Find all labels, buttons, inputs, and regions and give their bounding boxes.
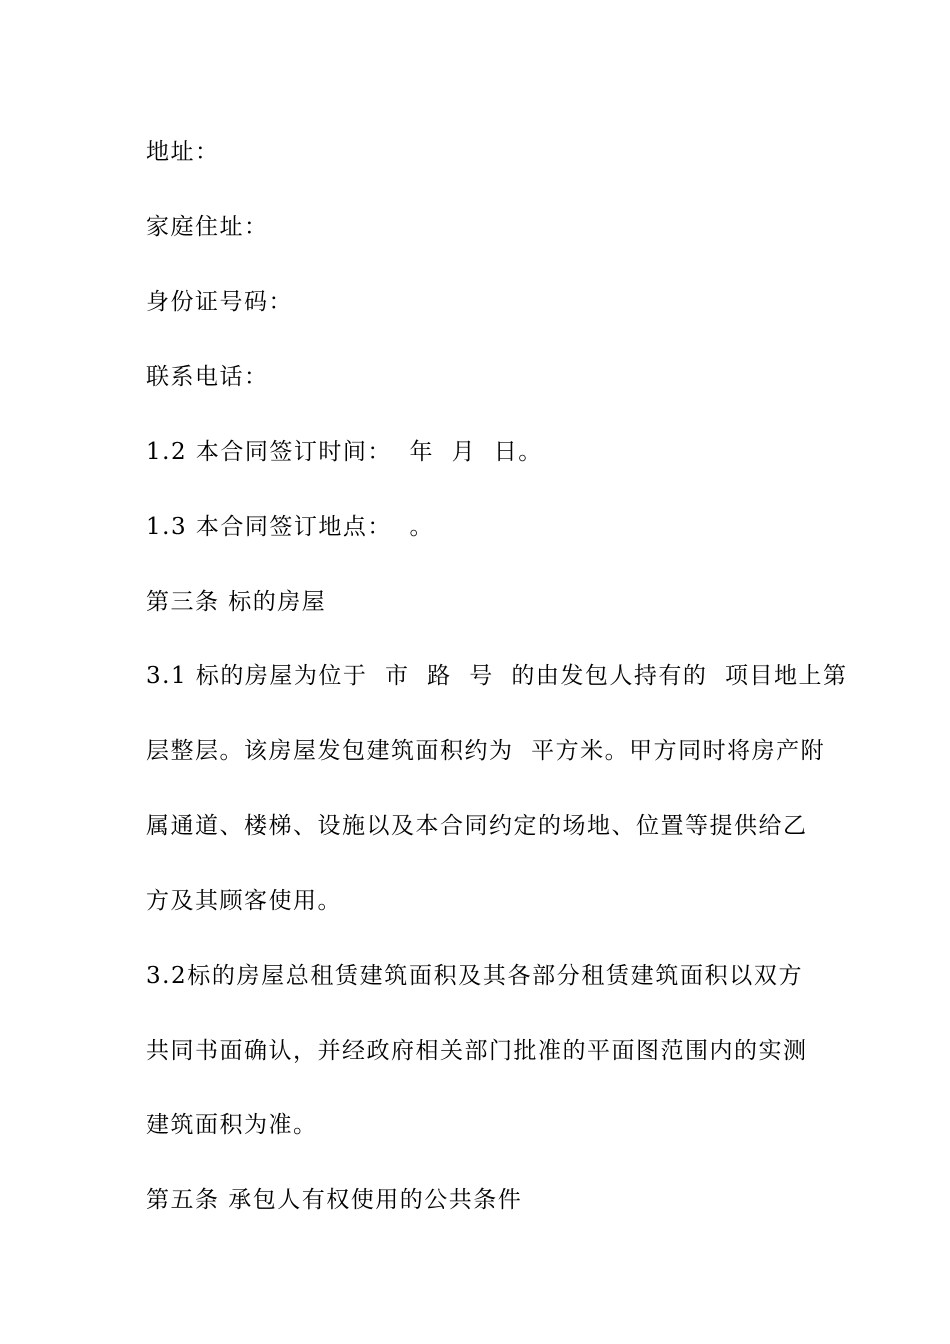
clause-3-1-line-4: 方及其顾客使用。: [146, 888, 342, 914]
clause-3-2-line-2: 共同书面确认，并经政府相关部门批准的平面图范围内的实测: [146, 1038, 808, 1064]
id-number-label: 身份证号码：: [146, 289, 293, 315]
clause-3-1-line-2: 层整层。该房屋发包建筑面积约为 平方米。甲方同时将房产附: [146, 738, 826, 764]
clause-3-1-line-3: 属通道、楼梯、设施以及本合同约定的场地、位置等提供给乙: [146, 813, 808, 839]
clause-3-2-line-3: 建筑面积为准。: [146, 1112, 318, 1138]
clause-1-2-signing-time: 1.2 本合同签订时间： 年 月 日。: [146, 439, 543, 465]
home-address-label: 家庭住址：: [146, 214, 269, 240]
article-3-heading: 第三条 标的房屋: [146, 589, 327, 615]
address-label: 地址：: [146, 139, 220, 165]
phone-label: 联系电话：: [146, 364, 269, 390]
clause-3-1-line-1: 3.1 标的房屋为位于 市 路 号 的由发包人持有的 项目地上第: [146, 663, 848, 689]
clause-3-2-line-1: 3.2标的房屋总租赁建筑面积及其各部分租赁建筑面积以双方: [146, 963, 803, 989]
clause-1-3-signing-place: 1.3 本合同签订地点： 。: [146, 514, 435, 540]
article-5-heading: 第五条 承包人有权使用的公共条件: [146, 1187, 523, 1213]
